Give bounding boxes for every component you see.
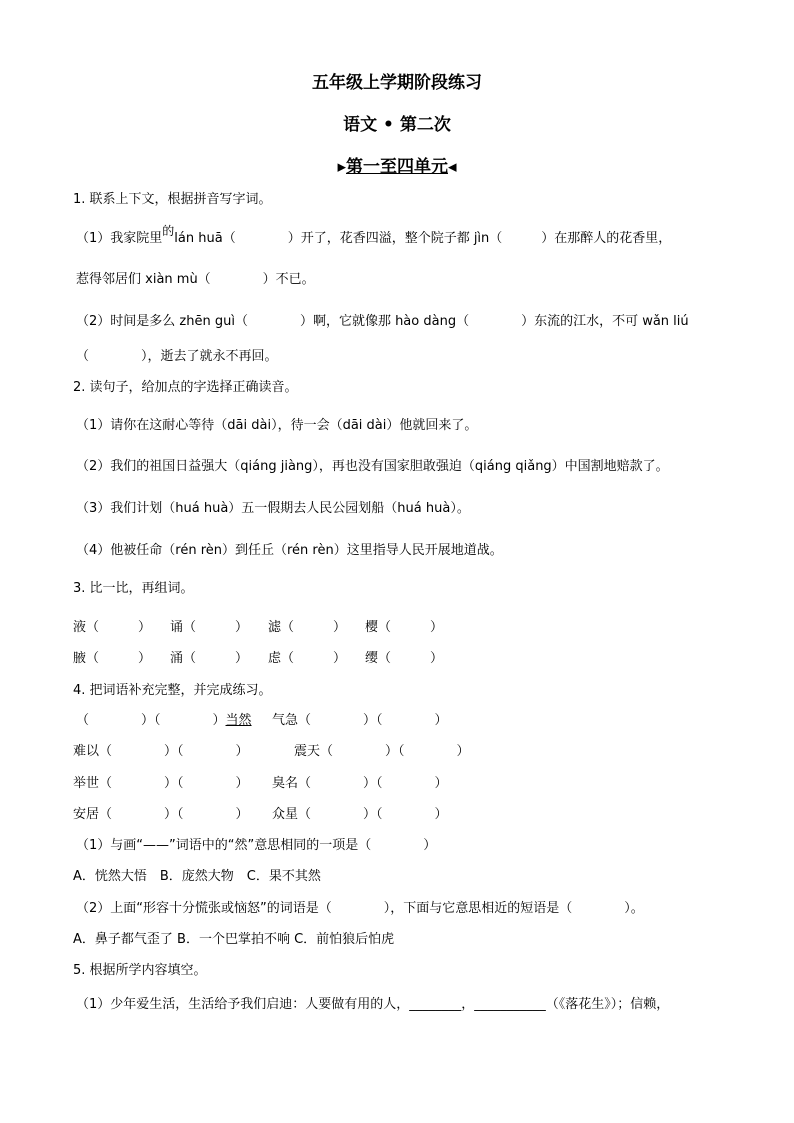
question-2-sentence-3: （3）我们计划（huá huà）五一假期去人民公园划船（huá huà）。 <box>76 501 470 516</box>
q4-row4-right: 众星（ ）（ ） <box>272 807 448 822</box>
page-title: 五年级上学期阶段练习 <box>312 73 482 93</box>
question-1-stem: 1. 联系上下文，根据拼音写字词。 <box>73 192 272 207</box>
q4-sub-question-1: （1）与画“——”词语中的“然”意思相同的一项是（ ） <box>76 838 437 853</box>
question-1-part-2-line-2: （ ），逝去了就永不再回。 <box>76 349 278 364</box>
q4-row2-right: 震天（ ）（ ） <box>294 744 470 759</box>
q3-row1-item: 液（ ） <box>73 620 152 635</box>
question-2-sentence-2: （2）我们的祖国日益强大（qiáng jiàng），再也没有国家胆敢强迫（qiáng qiǎng）中国割地赔款了。 <box>76 459 669 474</box>
q1-p1-rest: lán huā（ ）开了，花香四溢，整个院子都 jìn（ ）在那醉人的花香里， <box>174 231 672 246</box>
q3-row2-item: 涌（ ） <box>170 651 249 666</box>
q4-row4-left: 安居（ ）（ ） <box>73 807 249 822</box>
unit-prefix-marker: ▸ <box>337 157 346 177</box>
q4-row2-left: 难以（ ）（ ） <box>73 744 249 759</box>
unit-name: 第一至四单元 <box>346 157 448 177</box>
q3-row1-item: 樱（ ） <box>365 620 444 635</box>
question-3-stem: 3. 比一比，再组词。 <box>73 581 194 596</box>
question-4-stem: 4. 把词语补充完整，并完成练习。 <box>73 683 272 698</box>
unit-heading <box>0 156 794 178</box>
q4-sub-question-2: （2）上面“形容十分慌张或恼怒”的词语是（ ），下面与它意思相近的短语是（ ）。 <box>76 901 644 916</box>
question-1-part-2-line-1: （2）时间是多么 zhēn guì（ ）啊，它就像那 hào dàng（ ）东流的江水，不可 wǎn liú <box>76 314 689 329</box>
underlined-word: 当然 <box>225 713 252 728</box>
q3-row2-item: 腋（ ） <box>73 651 152 666</box>
q4-row1-left <box>76 712 252 730</box>
q1-p1-prefix: （1）我家院里 <box>76 231 163 246</box>
unit-suffix-marker: ◂ <box>448 157 457 177</box>
page-subtitle: 语文 • 第二次 <box>343 115 451 135</box>
q4-options-1: A．恍然大悟 B．庞然大物 C．果不其然 <box>73 869 321 884</box>
q4-options-2: A．鼻子都气歪了 B．一个巴掌拍不响 C．前怕狼后怕虎 <box>73 932 395 947</box>
q3-row2-item: 虑（ ） <box>268 651 347 666</box>
question-5-stem: 5. 根据所学内容填空。 <box>73 963 207 978</box>
question-1-part-1-line-1 <box>76 224 672 248</box>
q4-row3-left: 举世（ ）（ ） <box>73 776 249 791</box>
q4-row1-blanks: （ ）（ ） <box>76 713 226 728</box>
question-2-sentence-4: （4）他被任命（rén rèn）到任丘（rén rèn）这里指导人民开展地道战。 <box>76 543 503 558</box>
q3-row2-item: 缨（ ） <box>365 651 444 666</box>
question-5-sentence-1: （1）少年爱生活，生活给予我们启迪：人要做有用的人，________，___________（《落花生》）；信赖， <box>76 997 670 1012</box>
question-1-part-1-line-2: 惹得邻居们 xiàn mù（ ）不已。 <box>76 272 315 287</box>
question-2-stem: 2. 读句子，给加点的字选择正确读音。 <box>73 380 298 395</box>
q1-p1-de: 的 <box>162 224 175 238</box>
question-2-sentence-1: （1）请你在这耐心等待（dāi dài），待一会（dāi dài）他就回来了。 <box>76 418 478 433</box>
q4-row3-right: 臭名（ ）（ ） <box>272 776 448 791</box>
q4-row1-right: 气急（ ）（ ） <box>272 713 448 728</box>
q3-row1-item: 诵（ ） <box>170 620 249 635</box>
q3-row1-item: 滤（ ） <box>268 620 347 635</box>
